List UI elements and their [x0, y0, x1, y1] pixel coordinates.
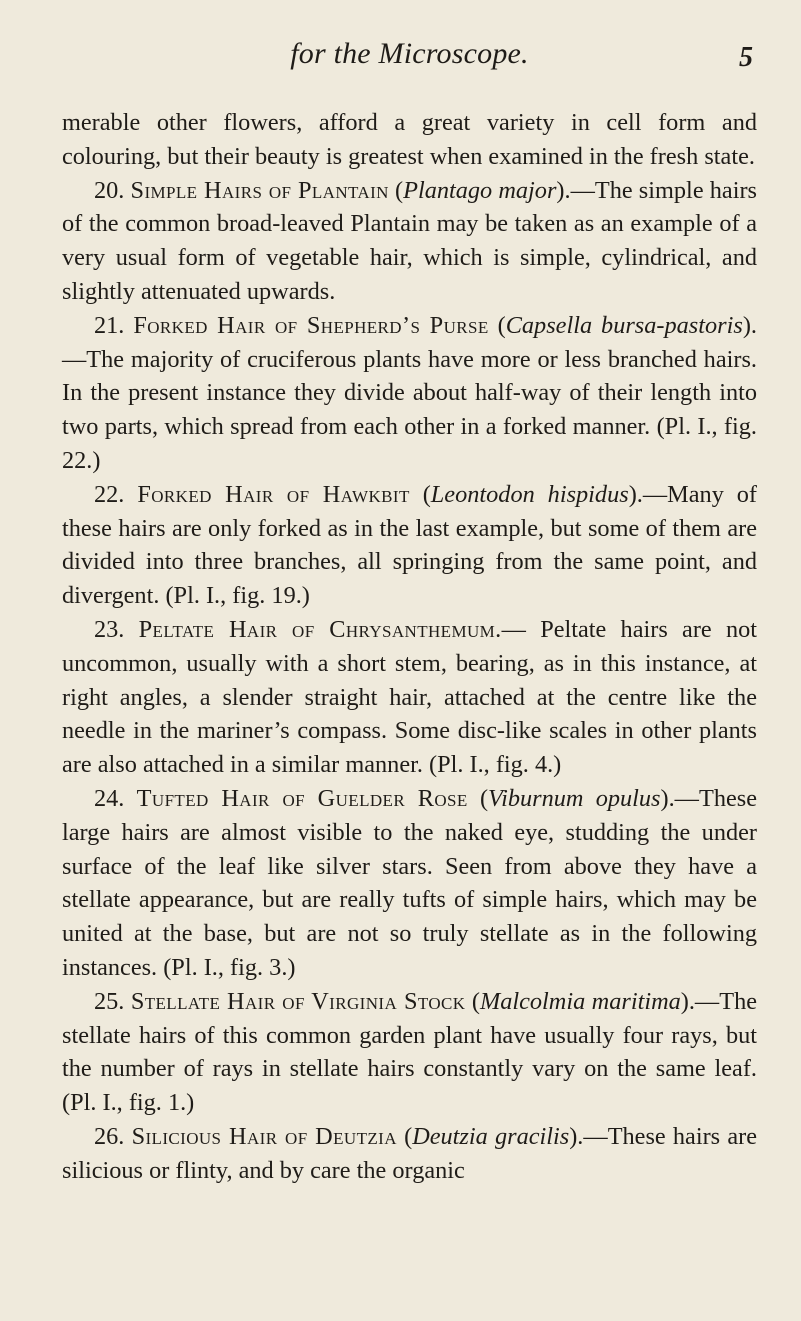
sci-close: ).—	[556, 176, 595, 204]
sci-close: ).—	[569, 1122, 608, 1150]
entry-body: Peltate hairs are not uncommon, usually with a short stem, bearing, as in this instance, at right angles, a slender straight hair, attached at the centre like the needle in the mariner’s compass. Some disc-like scales in other plants are also attached in a similar manner. (Pl. I., fig. 4.)	[62, 615, 757, 779]
entry-number: 26.	[94, 1122, 125, 1150]
entry-number: 22.	[94, 480, 125, 508]
entry-title: Simple Hairs of Plantain	[130, 176, 389, 204]
entry-number: 25.	[94, 987, 125, 1015]
body-text	[62, 106, 757, 1188]
sci-open: (	[395, 176, 404, 204]
scientific-name: Plantago major	[403, 176, 557, 204]
entry-title: Forked Hair of Hawkbit	[137, 480, 410, 508]
entry-title: Silicious Hair of Deutzia	[131, 1122, 397, 1150]
scientific-name: Viburnum opulus	[488, 784, 661, 812]
entry-body: The stellate hairs of this common garden plant have usually four rays, but the number of rays in stellate hairs constantly vary on the same leaf. (Pl. I., fig. 1.)	[62, 987, 758, 1117]
sci-close: ).—	[660, 784, 699, 812]
entry-24	[62, 782, 757, 985]
page-number: 5	[739, 42, 753, 73]
sci-open: (	[497, 311, 506, 339]
continuation-paragraph: merable other flowers, afford a great variety in cell form and colouring, but their beauty is greatest when examined in the fresh state.	[62, 109, 757, 170]
sci-close: ).—	[628, 480, 668, 508]
entry-body: These hairs are silicious or flinty, and by care the organic	[62, 1122, 757, 1184]
sci-close: —	[501, 615, 541, 643]
sci-open: (	[404, 1122, 413, 1150]
sci-open: (	[471, 987, 480, 1015]
sci-close: ).—	[62, 311, 757, 373]
entry-title: Forked Hair of Shepherd’s Purse	[133, 311, 489, 339]
entry-21	[62, 309, 757, 478]
sci-close: ).—	[680, 987, 720, 1015]
entry-body: The majority of cruciferous plants have more or less branched hairs. In the present instance they divide about half-way of their length into two parts, which spread from each other in a forked manner. (Pl. I., fig. 22.)	[62, 345, 757, 474]
entry-title: Stellate Hair of Virginia Stock	[130, 987, 466, 1015]
entry-title: Peltate Hair of Chrysanthemum.	[138, 615, 502, 643]
entry-23	[62, 613, 757, 782]
entry-title: Tufted Hair of Guelder Rose	[136, 784, 468, 812]
sci-open: (	[422, 480, 431, 508]
scientific-name: Deutzia gracilis	[412, 1122, 570, 1150]
entry-body: These large hairs are almost visible to the naked eye, studding the under surface of the leaf like silver stars. Seen from above they have a stellate appearance, but are really tufts of simple hairs, which may be united at the base, but are not so truly stellate as in the following instances. (Pl. I., fig. 3.)	[62, 784, 757, 981]
scientific-name: Leontodon hispidus	[430, 480, 629, 508]
entry-number: 21.	[94, 311, 125, 339]
scientific-name: Capsella bursa-pastoris	[505, 311, 743, 339]
entry-body: Many of these hairs are only forked as in the last example, but some of them are divided into three branches, all springing from the same point, and divergent. (Pl. I., fig. 19.)	[62, 480, 758, 610]
running-title: for the Microscope.	[290, 37, 529, 70]
entry-body: The simple hairs of the common broad-leaved Plantain may be taken as an example of a very usual form of vegetable hair, which is simple, cylindrical, and slightly attenuated upwards.	[62, 176, 757, 305]
page-header	[62, 36, 757, 80]
sci-open: (	[479, 784, 489, 812]
entry-26	[62, 1120, 757, 1188]
entry-number: 23.	[94, 615, 125, 643]
entry-number: 24.	[94, 784, 125, 812]
entry-22	[62, 478, 757, 613]
scientific-name: Malcolmia maritima	[479, 987, 681, 1015]
entry-number: 20.	[94, 176, 125, 204]
entry-25	[62, 985, 757, 1120]
entry-20	[62, 174, 757, 309]
